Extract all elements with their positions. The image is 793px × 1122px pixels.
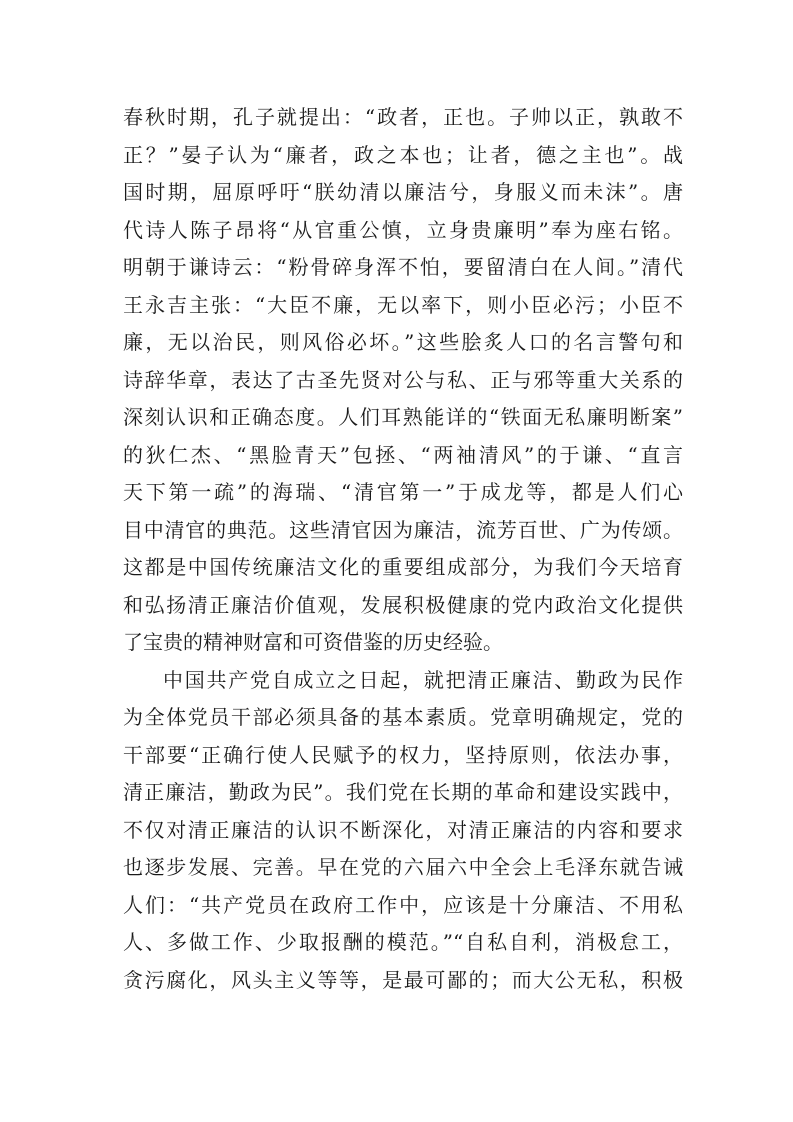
text-line: 清正廉洁，勤政为民”。我们党在长期的革命和建设实践中， — [123, 780, 683, 804]
text-line: 王永吉主张：“大臣不廉，无以率下，则小臣必污；小臣不 — [123, 292, 683, 317]
text-line: 深刻认识和正确态度。人们耳熟能详的“铁面无私廉明断案” — [123, 405, 683, 429]
text-line: 的狄仁杰、“黑脸青天”包拯、“两袖清风”的于谦、“直言 — [123, 442, 683, 467]
text-line: 为全体党员干部必须具备的基本素质。党章明确规定，党的 — [123, 705, 683, 729]
text-line: 和弘扬清正廉洁价值观，发展积极健康的党内政治文化提供 — [123, 592, 683, 617]
text-line: 春秋时期，孔子就提出：“政者，正也。子帅以正，孰敢不 — [123, 105, 683, 129]
text-line: 这都是中国传统廉洁文化的重要组成部分，为我们今天培育 — [123, 555, 683, 579]
text-line: 干部要“正确行使人民赋予的权力，坚持原则，依法办事， — [123, 742, 683, 767]
text-line: 人们：“共产党员在政府工作中，应该是十分廉洁、不用私 — [123, 892, 683, 917]
text-line: 人、多做工作、少取报酬的模范。”“自私自利，消极怠工， — [123, 930, 683, 954]
text-line: 也逐步发展、完善。早在党的六届六中全会上毛泽东就告诫 — [123, 855, 683, 879]
text-line: 目中清官的典范。这些清官因为廉洁，流芳百世、广为传颂。 — [123, 517, 683, 542]
text-line: 明朝于谦诗云：“粉骨碎身浑不怕，要留清白在人间。”清代 — [123, 255, 683, 279]
text-line: 国时期，屈原呼吁“朕幼清以廉洁兮，身服义而未沫”。唐 — [123, 180, 683, 204]
text-line: 诗辞华章，表达了古圣先贤对公与私、正与邪等重大关系的 — [123, 367, 683, 392]
text-line: 代诗人陈子昂将“从官重公慎，立身贵廉明”奉为座右铭。 — [123, 217, 683, 242]
text-line: 正？”晏子认为“廉者，政之本也；让者，德之主也”。战 — [123, 142, 683, 167]
text-line: 廉，无以治民，则风俗必坏。”这些脍炙人口的名言警句和 — [123, 330, 683, 354]
text-line: 了宝贵的精神财富和可资借鉴的历史经验。 — [123, 630, 503, 654]
text-line: 不仅对清正廉洁的认识不断深化，对清正廉洁的内容和要求 — [123, 817, 683, 842]
text-line: 天下第一疏”的海瑞、“清官第一”于成龙等，都是人们心 — [123, 480, 683, 504]
text-line: 贪污腐化，风头主义等等，是最可鄙的；而大公无私，积极 — [123, 967, 683, 992]
body-text — [123, 99, 683, 999]
text-line: 中国共产党自成立之日起，就把清正廉洁、勤政为民作 — [163, 667, 683, 692]
